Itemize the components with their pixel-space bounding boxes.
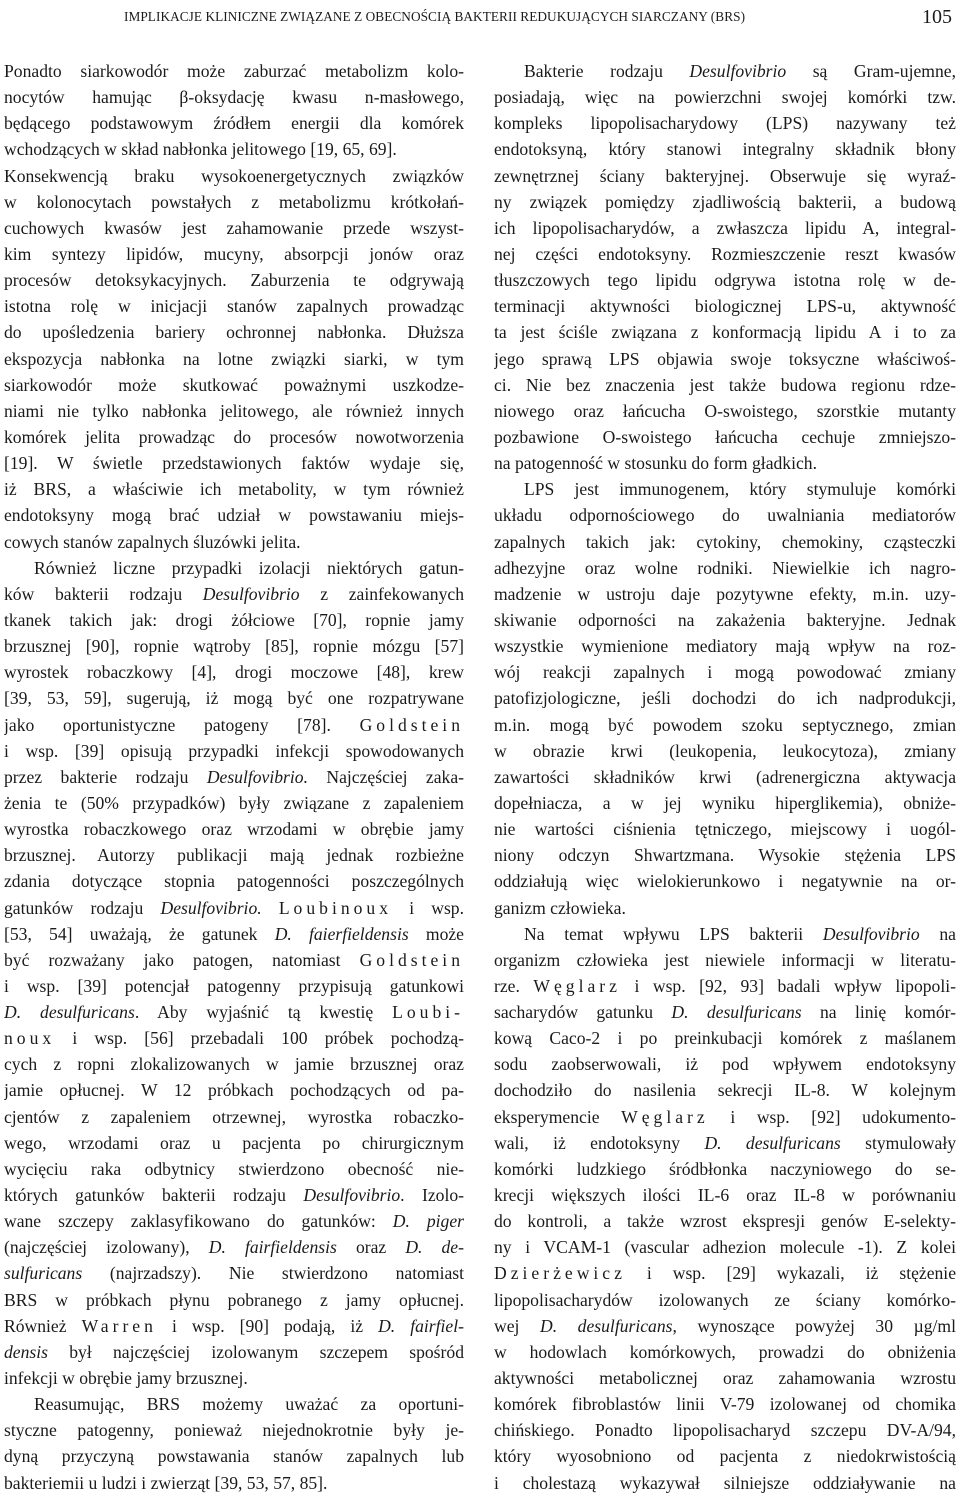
text-line: ków bakterii rodzaju Desulfovibrio z zainfekowanych [4,583,464,604]
text-line: których gatunków bakterii rodzaju Desulfovibrio. Izolo- [4,1185,464,1206]
text-line: pozbawione O-swoistego łańcucha cechuje zmniejszo- [494,426,956,447]
text-line: infekcji w obrębie jamy brzusznej. [4,1368,248,1389]
text-line: tłuszczowych tego lipidu odgrywa istotna rolę w de- [494,270,956,291]
text-line: zapalnych takich jak: cytokiny, chemokiny, cząsteczki [494,531,956,552]
text-line: cjentów z zapaleniem otrzewnej, wyrostka robaczko- [4,1106,464,1127]
italic-term: Desulfovibrio [303,1185,401,1206]
text-line: wyrostka robaczkowego oraz wrzodami w obrębie jamy [4,819,464,840]
text-line: BRS w próbkach płynu pobranego z jamy opłucnej. [4,1289,464,1310]
text-line: na patogenność w stosunku do form gładkich. [494,453,817,474]
text-line: jego sprawą LPS objawia swoje toksyczne właściwoś- [494,348,956,369]
text-line: wszystkie wymienione mediatory mają wpływ na roz- [494,636,956,657]
text-line: zewnętrznej ściany bakteryjnej. Obserwuje się wyraź- [494,165,956,186]
italic-term: D. desulfuricans [4,1002,135,1023]
text-line: komórek fibroblastów linii V-79 izolowanej od chomika [494,1394,956,1415]
italic-term: D. desulfuricans [540,1315,673,1336]
text-line: endotoksyną, który stanowi integralny składnik błony [494,139,956,160]
text-line: dochodziło do nasilenia sekrecji IL-8. W kolejnym [494,1080,956,1101]
text-line: będącego podstawowym źródłem energii dla komórek [4,113,464,134]
text-line: rze. Węglarz i wsp. [92, 93] badali wpływ lipopoli- [494,975,956,996]
text-line: bakteriemii u ludzi i zwierząt [39, 53, 57, 85]. [4,1472,328,1493]
text-line: niami nie tylko nabłonka jelitowego, ale również innych [4,400,464,421]
text-line: Ponadto siarkowodór może zaburzać metabolizm kolo- [4,61,464,81]
text-line: wyrostek robaczkowy [4], drogi moczowe [48], krew [4,662,464,683]
author-name: Węglarz [621,1106,709,1127]
text-line: cuchowych kwasów jest zahamowanie przede wszyst- [4,217,464,238]
author-name: Węglarz [533,975,621,996]
text-line: [53, 54] uważają, że gatunek D. faierfieldensis może [4,923,464,944]
text-line: niony odczyn Shwartzmana. Wysokie stężenia LPS [494,845,956,866]
text-line: kompleks lipopolisacharydowy (LPS) nazywany też [494,113,956,134]
author-name: Goldstein [359,949,464,970]
italic-term: densis [4,1341,48,1362]
text-line: eksperymencie Węglarz i wsp. [92] udokumento- [494,1106,956,1127]
text-line: endotoksyny mogą brać udział w powstawaniu miejs- [4,505,464,526]
text-line: kową Caco-2 i po preinkubacji komórek z maślanem [494,1028,956,1049]
text-line: sulfuricans (najrzadszy). Nie stwierdzono natomiast [4,1263,464,1284]
italic-term: Desulfovibrio [202,583,300,604]
text-line: który wyosobniono od pacjenta z niedokrwistością [494,1446,956,1467]
text-line: Również Warren i wsp. [90] podają, iż D. fairfiel- [4,1315,464,1336]
text-line: wej D. desulfuricans, wynoszące powyżej 30 µg/ml [494,1315,956,1336]
text-line: noux i wsp. [56] przebadali 100 próbek pochodzą- [4,1028,464,1049]
text-line: niowego oraz łańcucha O-swoistego, szorstkie mutanty [494,400,956,421]
text-line: wane szczepy zaklasyfikowano do gatunków: D. piger [4,1211,464,1232]
italic-term: D. desulfuricans [671,1002,802,1023]
text-line: densis był najczęściej izolowanym szczepem spośród [4,1341,464,1362]
text-line: dyną przyczyną powstawania stanów zapalnych lub [4,1446,464,1467]
text-line: sacharydów gatunku D. desulfuricans na linię komór- [494,1002,956,1023]
author-name: noux [4,1028,56,1049]
text-line: chińskiego. Ponadto lipopolisacharyd szczepu DV-A/94, [494,1420,956,1441]
author-name: Dzierżewicz [494,1263,626,1284]
text-line: cych z ropni zlokalizowanych w jamie brzusznej oraz [4,1054,464,1075]
text-line: sodu zaobserwowali, iż pod wpływem endotoksyny [494,1054,956,1075]
text-line: gatunków rodzaju Desulfovibrio. Loubinoux i wsp. [4,897,464,918]
italic-term: Desulfovibrio [822,923,920,944]
text-line: do upośledzenia bariery ochronnej nabłonka. Dłuższa [4,322,464,343]
italic-term: D. de- [405,1237,464,1258]
italic-term: Desulfovibrio. [206,766,308,787]
text-line: styczne patogenny, ponieważ niejednokrotnie były je- [4,1420,464,1441]
author-name: Warren [81,1315,157,1336]
text-line: [39, 53, 59], sugerują, iż mogą być one rozpatrywane [4,688,464,709]
text-line: Reasumując, BRS możemy uważać za oportuni- [34,1394,464,1415]
text-line: ny związek pomiędzy zjadliwością bakterii, a budową [494,191,956,212]
text-line: posiadają, więc na powierzchni swojej komórki tzw. [494,87,956,108]
italic-term: D. desulfuricans [704,1132,841,1153]
text-line: Również liczne przypadki izolacji niektórych gatun- [34,557,464,578]
text-line: Na temat wpływu LPS bakterii Desulfovibrio na [524,923,956,944]
text-line: nie wartości ciśnienia tętniczego, miejscowy i uogól- [494,819,956,840]
text-line: siarkowodór może skutkować poważnymi uszkodze- [4,374,464,395]
text-line: brzusznej [90], ropnie wątroby [85], ropnie mózgu [57] [4,636,464,657]
italic-term: sulfuricans [4,1263,83,1284]
text-line: w kolonocytach powstałych z metabolizmu krótkołań- [4,191,464,212]
text-line: istotna rolę w inicjacji stanów zapalnych prowadząc [4,296,464,317]
author-name: Loubi- [392,1002,464,1023]
text-line: patofizjologiczne, jeśli dochodzi do ich nadprodukcji, [494,688,956,709]
text-line: skiwanie odporności na zakażenia bakteryjne. Jednak [494,609,956,630]
right-column [494,58,956,1496]
text-line: i wsp. [39] potencjał patogenny przypisują gatunkowi [4,975,464,996]
text-line: komórki ludzkiego śródbłonka naczyniowego do se- [494,1158,956,1179]
italic-term: D. piger [392,1211,464,1232]
text-line: Konsekwencją braku wysokoenergetycznych związków [4,165,464,186]
italic-term: D. fairfiel- [378,1315,464,1336]
text-line: aktywności metabolicznej oraz zahamowania wzrostu [494,1368,956,1389]
italic-term: Desulfovibrio. [160,897,262,918]
text-line: wego, wrzodami oraz u pacjenta po chirurgicznym [4,1132,464,1153]
text-line: i wsp. [39] opisują przypadki infekcji spowodowanych [4,740,464,761]
text-line: żenia te (50% przypadków) były związane z zapaleniem [4,792,464,813]
text-line: jako oportunistyczne patogeny [78]. Goldstein [4,714,464,735]
text-line: zdania dotyczące stopnia patogenności poszczególnych [4,871,464,892]
italic-term: Desulfovibrio [689,61,787,81]
text-line: i cholestazą wykazywał silniejsze oddziaływanie na [494,1472,956,1493]
page-number: 105 [922,6,952,28]
text-line: iż BRS, a właściwie ich metabolity, w tym również [4,479,464,500]
text-line: wali, iż endotoksyny D. desulfuricans stymulowały [494,1132,956,1153]
text-line: cowych stanów zapalnych śluzówki jelita. [4,531,301,552]
text-line: ich lipopolisacharydów, a zwłaszcza lipidu A, integral- [494,217,956,238]
text-line: jamie opłucnej. W 12 próbkach pochodzących od pa- [4,1080,464,1101]
text-line: układu odpornościowego do uwalniania mediatorów [494,505,956,526]
text-line: LPS jest immunogenem, który stymuluje komórki [524,479,956,500]
text-line: m.in. mogą być powodem szoku septycznego, zmian [494,714,956,735]
text-line: komórek jelita prowadząc do procesów nowotworzenia [4,426,464,447]
text-line: (najczęściej izolowany), D. fairfieldensis oraz D. de- [4,1237,464,1258]
text-line: procesów detoksykacyjnych. Zaburzenia te odgrywają [4,270,464,291]
text-line: terminacji aktywności biologicznej LPS-u, aktywność [494,296,956,317]
text-line: przez bakterie rodzaju Desulfovibrio. Najczęściej zaka- [4,766,464,787]
text-line: wój reakcji zapalnych i mogą powodować zmiany [494,662,956,683]
text-line: nej części endotoksyny. Rozmieszczenie reszt kwasów [494,243,956,264]
text-line: tkanek takich jak: drogi żółciowe [70], ropnie jamy [4,609,464,630]
text-line: krecji większych ilości IL-6 oraz IL-8 w porównaniu [494,1185,956,1206]
text-line: ny i VCAM-1 (vascular adhezion molecule -1). Z kolei [494,1237,956,1258]
author-name: Goldstein [359,714,464,735]
italic-term: D. fairfieldensis [208,1237,337,1258]
text-line: ekspozycja nabłonka na lotne związki siarki, w tym [4,348,464,369]
text-line: Dzierżewicz i wsp. [29] wykazali, iż stężenie [494,1263,956,1284]
text-line: ganizm człowieka. [494,897,626,918]
text-line: zawartości składników krwi (adrenergiczna aktywacja [494,766,956,787]
text-line: wchodzących w skład nabłonka jelitowego [19, 65, 69]. [4,139,397,160]
text-line: kim syntezy lipidów, mucyny, absorpcji jonów oraz [4,243,464,264]
text-line: madzenie w ustroju daje pozytywne efekty, m.in. uzy- [494,583,956,604]
running-head-title: IMPLIKACJE KLINICZNE ZWIĄZANE Z OBECNOŚCIĄ BAKTERII REDUKUJĄCYCH SIARCZANY (BRS) [124,9,746,24]
text-line: [19]. W świetle przedstawionych faktów wydaje się, [4,453,464,474]
text-line: ci. Nie bez znaczenia jest także budowa regionu rdze- [494,374,956,395]
text-line: oddziałują więc wielokierunkowo i negatywnie na or- [494,871,956,892]
text-line: do kontroli, a także wzrost ekspresji genów E-selekty- [494,1211,956,1232]
text-line: nocytów hamując β-oksydację kwasu n-masłowego, [4,87,464,108]
text-line: w obrazie krwi (leukopenia, leukocytoza), zmiany [494,740,956,761]
text-line: brzusznej. Autorzy publikacji mają jednak rozbieżne [4,845,464,866]
text-line: ta jest ściśle związana z konformacją lipidu A i to za [494,322,956,343]
text-line: w hodowlach komórkowych, prowadzi do obniżenia [494,1341,956,1362]
author-name: Loubinoux [278,897,393,918]
running-head [0,6,960,30]
text-line: dopełniacza, a w jej wyniku hiperglikemia), obniże- [494,792,956,813]
text-line: D. desulfuricans. Aby wyjaśnić tą kwestię Loubi- [4,1002,464,1023]
text-line: być rozważany jako patogen, natomiast Goldstein [4,949,464,970]
left-column [4,58,464,1496]
italic-term: D. faierfieldensis [274,923,409,944]
text-line: Bakterie rodzaju Desulfovibrio są Gram-ujemne, [524,61,956,81]
text-line: wycięciu raka odbytnicy stwierdzono obecność nie- [4,1158,464,1179]
text-line: adhezyjne oraz wolne rodniki. Niewielkie ich nagro- [494,557,956,578]
text-line: organizm człowieka jest niewiele informacji w literatu- [494,949,956,970]
text-line: lipopolisacharydów izolowanych ze ściany komórko- [494,1289,956,1310]
